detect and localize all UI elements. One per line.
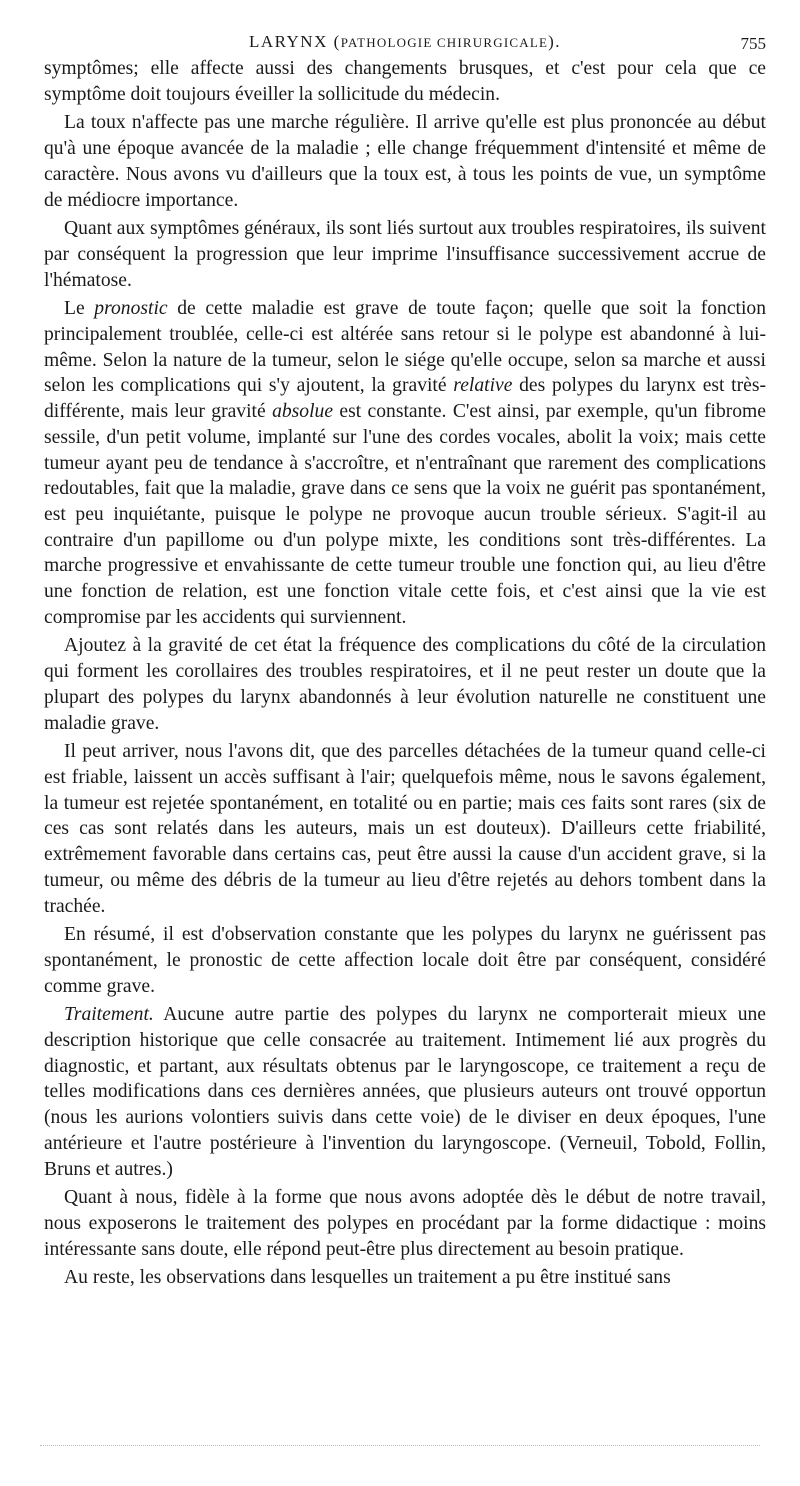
page-header (44, 30, 766, 56)
paragraph-p2 (44, 110, 766, 213)
paragraph-p4 (44, 296, 766, 630)
text-run: des polypes du larynx est très-différente, mais leur gravité (44, 375, 766, 423)
text-run: La toux n'affecte pas une marche régulière. Il arrive qu'elle est plus prononcée au début qu'à une époque avancée de la maladie ; elle change fréquemment d'intensité et même de caractère. Nous avons vu d'ailleurs que la toux est, à tous les points de vue, un symptôme de médiocre importance. (44, 112, 766, 211)
italic-term: relative (453, 375, 513, 397)
running-title-subtitle: PATHOLOGIE CHIRURGICALE (340, 35, 549, 50)
text-run: En résumé, il est d'observation constante que les polypes du larynx ne guérissent pas spontanément, le pronostic de cette affection locale doit être par conséquent, considéré comme grave. (44, 924, 766, 997)
text-run: Aucune autre partie des polypes du larynx ne comporterait mieux une description historique que celle consacrée au traitement. Intimement lié aux progrès du diagnostic, et partant, aux résultats obtenus par le laryngoscope, ce traitement a reçu de telles modifications dans ces dernières années, que plusieurs auteurs ont trouvé opportun (nous les aurions volontiers suivis dans cette voie) de le diviser en deux époques, l'une antérieure et l'autre postérieure à l'invention du laryngoscope. (Verneuil, Tobold, Follin, Bruns et autres.) (44, 1004, 766, 1180)
paragraph-p3 (44, 216, 766, 293)
italic-term: absolue (272, 401, 334, 423)
paragraph-p10 (44, 1265, 766, 1291)
running-title-end: ). (548, 32, 562, 51)
text-run: de cette maladie est grave de toute façon; quelle que soit la fonction principalement troublée, celle-ci est altérée sans retour si le polype est abandonné à lui-même. Selon la nature de la tumeur, selon le siége qu'elle occupe, selon sa marche et aussi selon les complications qui s'y ajoutent, la gravité (44, 298, 766, 397)
italic-term: Traitement. (64, 1004, 154, 1026)
italic-term: pronostic (94, 298, 168, 320)
paragraph-p1 (44, 56, 766, 107)
text-run: Quant aux symptômes généraux, ils sont liés surtout aux troubles respiratoires, ils suivent par conséquent la progression que leur imprime l'insuffisance successivement accrue de l'hématose. (44, 218, 766, 291)
text-run: Ajoutez à la gravité de cet état la fréquence des complications du côté de la circulation qui forment les corollaires des troubles respiratoires, et il ne peut rester un doute que la plupart des polypes du larynx abandonnés à leur évolution naturelle ne constituent une maladie grave. (44, 635, 766, 734)
body-text (44, 56, 766, 1291)
text-run: Le (64, 298, 95, 320)
paragraph-p5 (44, 633, 766, 736)
paragraph-p8 (44, 1002, 766, 1182)
text-run: Au reste, les observations dans lesquelles un traitement a pu être institué sans (64, 1267, 671, 1289)
running-title-main: LARYNX ( (248, 32, 341, 51)
paragraph-p7 (44, 922, 766, 999)
text-run: Quant à nous, fidèle à la forme que nous avons adoptée dès le début de notre travail, nous exposerons le traitement des polypes en procédant par la forme didactique : moins intéressante sans doute, elle répond peut-être plus directement au besoin pratique. (44, 1187, 766, 1260)
paragraph-p9 (44, 1185, 766, 1262)
text-run: est constante. C'est ainsi, par exemple, qu'un fibrome sessile, d'un petit volume, implanté sur l'une des cordes vocales, abolit la voix; mais cette tumeur ayant peu de tendance à s'accroître, et n'entraînant que rarement des complications redoutables, fait que la maladie, grave dans ce sens que la voix ne guérit pas spontanément, est peu inquiétante, puisque le polype ne provoque aucun trouble sérieux. S'agit-il au contraire d'un papillome ou d'un polype mixte, les conditions sont très-différentes. La marche progressive et envahissante de cette tumeur trouble une fonction qui, au lieu d'être une fonction de relation, est une fonction vitale cette fois, et c'est ainsi que la vie est compromise par les accidents qui surviennent. (44, 401, 766, 628)
footer-rule (40, 1445, 760, 1446)
running-title (44, 32, 766, 52)
page-number: 755 (740, 34, 766, 53)
text-run: Il peut arriver, nous l'avons dit, que des parcelles détachées de la tumeur quand celle-ci est friable, laissent un accès suffisant à l'air; quelquefois même, nous le savons également, la tumeur est rejetée spontanément, en totalité ou en partie; mais ces faits sont rares (six de ces cas sont relatés dans les auteurs, mais un est douteux). D'ailleurs cette friabilité, extrêmement favorable dans certains cas, peut être aussi la cause d'un accident grave, si la tumeur, ou même des débris de la tumeur au lieu d'être rejetés au dehors tombent dans la trachée. (44, 741, 766, 917)
paragraph-p6 (44, 739, 766, 919)
text-run: symptômes; elle affecte aussi des changements brusques, et c'est pour cela que ce symptôme doit toujours éveiller la sollicitude du médecin. (44, 58, 766, 105)
